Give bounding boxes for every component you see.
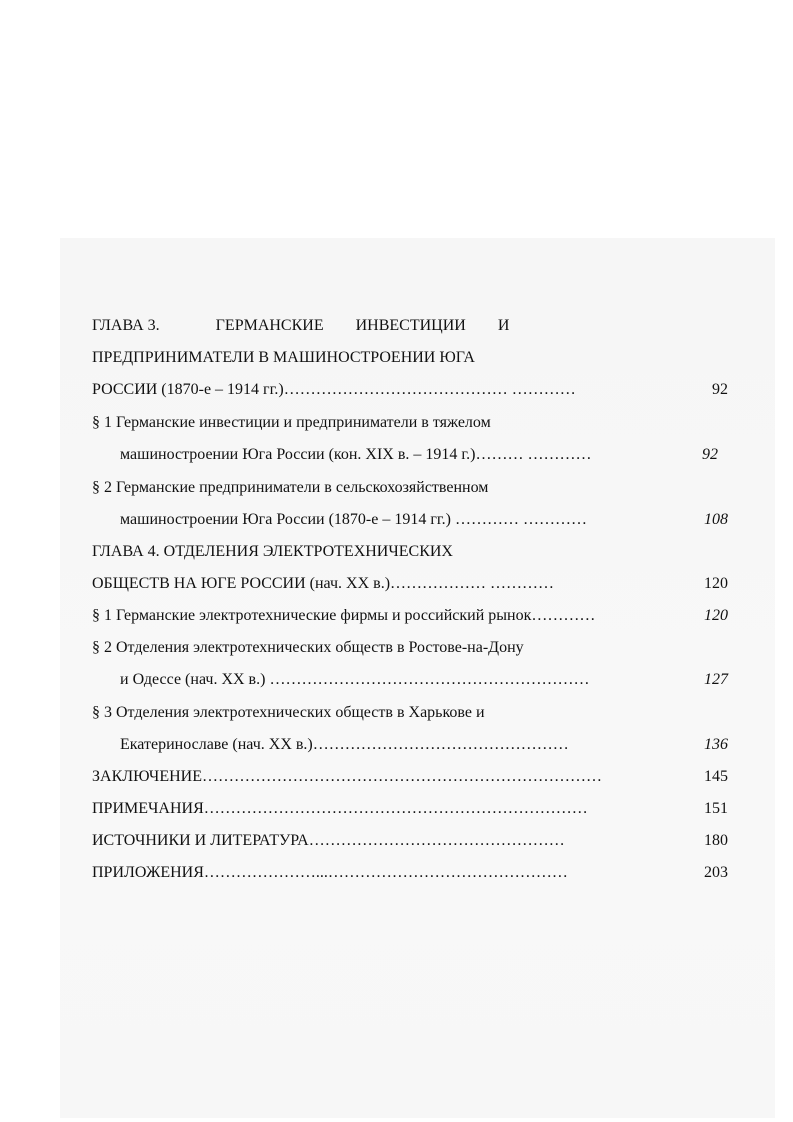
toc-conclusion-page: 145 bbox=[704, 768, 728, 785]
toc-ch4-s3-line1: § 3 Отделения электротехнических обществ в Харькове и bbox=[92, 704, 485, 721]
toc-ch3-s2-page: 108 bbox=[704, 511, 728, 528]
toc-ch4-s1-line1: § 1 Германские электротехнические фирмы и российский рынок………… bbox=[92, 607, 596, 624]
toc-ch4-s3-page: 136 bbox=[704, 736, 728, 753]
toc-ch4-s2-page: 127 bbox=[704, 671, 728, 688]
toc-ch3-label: ГЛАВА 3. bbox=[92, 317, 160, 334]
toc-ch3-word2: ИНВЕСТИЦИИ bbox=[355, 317, 466, 334]
toc-ch4-page: 120 bbox=[704, 575, 728, 592]
toc-ch4-s1-page: 120 bbox=[704, 607, 728, 624]
toc-ch3-s2-line1: § 2 Германские предприниматели в сельскохозяйственном bbox=[92, 479, 489, 496]
toc-ch4-heading-line1: ГЛАВА 4. ОТДЕЛЕНИЯ ЭЛЕКТРОТЕХНИЧЕСКИХ bbox=[92, 543, 453, 560]
toc-ch3-s1-page: 92 bbox=[702, 446, 718, 463]
toc-notes: ПРИМЕЧАНИЯ……………………………………………………………… bbox=[92, 800, 588, 817]
toc-ch4-s2-line2: и Одессе (нач. XX в.) …………………………………………………… bbox=[120, 671, 590, 688]
toc-ch3-s1-line1: § 1 Германские инвестиции и предприниматели в тяжелом bbox=[92, 414, 491, 431]
toc-ch4-s3-line2: Екатеринославе (нач. XX в.)………………………………………… bbox=[120, 736, 569, 753]
toc-ch3-s2-line2: машиностроении Юга России (1870-е – 1914 гг.) ………… ………… bbox=[120, 511, 587, 528]
toc-notes-page: 151 bbox=[704, 800, 728, 817]
toc-ch4-heading-line2: ОБЩЕСТВ НА ЮГЕ РОССИИ (нач. XX в.)……………… ………… bbox=[92, 575, 555, 592]
toc-ch3-s1-line2: машиностроении Юга России (кон. XIX в. – 1914 г.)……… ………… bbox=[120, 446, 592, 463]
toc-ch3-heading-line2: ПРЕДПРИНИМАТЕЛИ В МАШИНОСТРОЕНИИ ЮГА bbox=[92, 349, 475, 366]
toc-ch3-heading-line3: РОССИИ (1870-е – 1914 гг.)…………………………………… ………… bbox=[92, 381, 576, 398]
toc-ch3-page: 92 bbox=[712, 381, 728, 398]
toc-sources-page: 180 bbox=[704, 832, 728, 849]
toc-sources: ИСТОЧНИКИ И ЛИТЕРАТУРА………………………………………… bbox=[92, 832, 565, 849]
toc-conclusion: ЗАКЛЮЧЕНИЕ………………………………………………………………… bbox=[92, 768, 602, 785]
toc-appendices: ПРИЛОЖЕНИЯ…………………...……………………………………… bbox=[92, 864, 568, 881]
toc-ch3-heading-line1 bbox=[92, 316, 509, 336]
toc-ch3-word3: И bbox=[497, 317, 510, 334]
toc-ch4-s2-line1: § 2 Отделения электротехнических обществ в Ростове-на-Дону bbox=[92, 639, 524, 656]
toc-appendices-page: 203 bbox=[704, 864, 728, 881]
toc-ch3-word1: ГЕРМАНСКИЕ bbox=[215, 317, 324, 334]
